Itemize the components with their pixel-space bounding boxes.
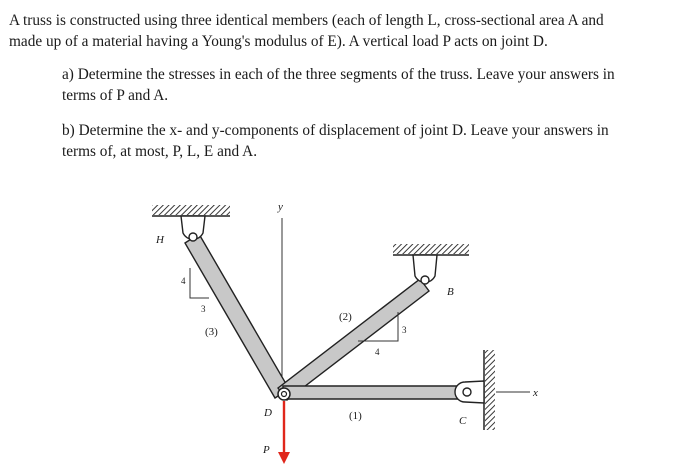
member-1 (283, 386, 472, 399)
label-member-1: (1) (349, 410, 362, 422)
pin-C (463, 388, 471, 396)
pin-H (189, 233, 197, 241)
label-C: C (459, 415, 467, 427)
load-arrow-head (278, 452, 290, 464)
member-3 (185, 234, 289, 398)
label-x-axis: x (533, 387, 538, 399)
wall-hatch-C (485, 350, 495, 430)
part-b-line-2: terms of, at most, P, L, E and A. (62, 143, 258, 160)
ground-hatch-B (393, 244, 469, 254)
label-P: P (263, 444, 270, 456)
label-H: H (156, 234, 164, 246)
ground-hatch-H (152, 205, 230, 215)
label-member-3: (3) (205, 326, 218, 338)
intro-line-1: A truss is constructed using three identical members (each of length L, cross-sectional area A and (9, 12, 604, 29)
intro-line-2: made up of a material having a Young's modulus of E). A vertical load P acts on joint D. (9, 33, 548, 50)
label-slope-2-run: 4 (375, 347, 380, 357)
label-slope-2-rise: 3 (402, 325, 407, 335)
label-member-2: (2) (339, 311, 352, 323)
label-slope-3-rise: 4 (181, 276, 186, 286)
part-a-line-1: a) Determine the stresses in each of the three segments of the truss. Leave your answers in (62, 66, 615, 83)
member-2 (278, 279, 429, 400)
label-y-axis: y (278, 201, 283, 213)
pin-B (421, 276, 429, 284)
joint-D-pin (282, 392, 287, 397)
label-slope-3-run: 3 (201, 304, 206, 314)
label-B: B (447, 286, 454, 298)
part-b-line-1: b) Determine the x- and y-components of displacement of joint D. Leave your answers in (62, 122, 609, 139)
label-D: D (264, 407, 272, 419)
part-a-line-2: terms of P and A. (62, 87, 169, 104)
